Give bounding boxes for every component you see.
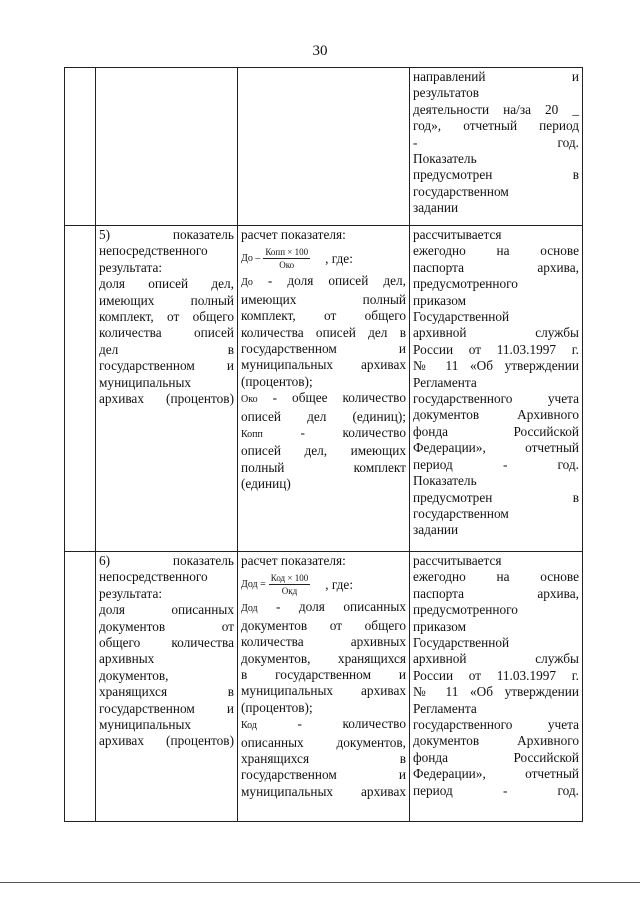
explanation-text: полный комплект xyxy=(241,459,406,475)
text-line: государственном xyxy=(413,183,509,199)
text-line: паспорта архива, xyxy=(413,585,579,601)
formula-lhs: Дод = xyxy=(241,578,266,590)
formula xyxy=(241,247,406,270)
text-line: Показатель xyxy=(413,473,477,489)
explanation-text: количества архивных xyxy=(241,634,406,650)
text-line: непосредственного xyxy=(99,243,208,259)
table-row-continuation xyxy=(65,68,583,226)
explanation-text: хранящихся в xyxy=(241,751,406,767)
text-line: документов Архивного xyxy=(413,407,579,423)
text-line: рассчитывается xyxy=(413,553,502,568)
formula-numerator: Копп × 100 xyxy=(265,247,309,258)
text-line: имеющих полный xyxy=(99,292,234,308)
explanation-line xyxy=(241,443,406,459)
table-row-indicator-6 xyxy=(65,552,583,822)
explanation-text: описанных документов, xyxy=(241,734,406,750)
text-line: архивных xyxy=(99,651,155,667)
text-line: предусмотрен в xyxy=(413,489,579,505)
formula-heading: расчет показателя: xyxy=(241,553,346,568)
cell-indicator xyxy=(96,226,238,552)
text-line: муниципальных xyxy=(99,374,192,390)
explanation-text: количества описей дел в xyxy=(241,324,406,340)
text-line: государственного учета xyxy=(413,717,579,733)
explanation-line xyxy=(241,751,406,767)
text-line: задании xyxy=(413,200,459,216)
text-line: документов Архивного xyxy=(413,733,579,749)
text-line: количества описей xyxy=(99,325,234,341)
explanation-line xyxy=(241,700,406,716)
explanation-line xyxy=(241,667,406,683)
text-line: непосредственного xyxy=(99,569,208,585)
text-line: результатов xyxy=(413,85,480,101)
cell-indicator xyxy=(96,552,238,822)
cell-source xyxy=(410,226,583,552)
explanation-line xyxy=(241,476,406,492)
text-line: предусмотрен в xyxy=(413,167,579,183)
text-line: документов от xyxy=(99,618,234,634)
cell-formula xyxy=(238,68,410,226)
text-line: период - год. xyxy=(413,456,579,472)
explanation-line xyxy=(241,767,406,783)
explanation-line xyxy=(241,409,406,425)
explanation-text: муниципальных архивах xyxy=(241,357,406,373)
text-line: ежегодно на основе xyxy=(413,569,579,585)
text-line: муниципальных xyxy=(99,717,192,733)
text-line: Федерации», отчетный xyxy=(413,766,579,782)
text-line: деятельности на/за 20 _ xyxy=(413,101,579,117)
indicators-table xyxy=(64,67,583,822)
variable-symbol: Дод xyxy=(241,603,258,615)
explanation-line xyxy=(241,716,406,734)
text-line: результата: xyxy=(99,585,163,601)
cell-source xyxy=(410,552,583,822)
text-line: архивах (процентов) xyxy=(99,391,234,407)
formula-explanation xyxy=(241,273,406,492)
text-line: период - год. xyxy=(413,782,579,798)
text-line: архивной службы xyxy=(413,325,579,341)
text-line: государственном xyxy=(413,505,509,521)
text-line: государственном и xyxy=(99,700,234,716)
formula-fraction xyxy=(269,573,310,596)
page-number: 30 xyxy=(312,43,328,59)
text-line: архивах (процентов) xyxy=(99,733,234,749)
cell-formula xyxy=(238,226,410,552)
text-line: России от 11.03.1997 г. xyxy=(413,341,579,357)
explanation-line xyxy=(241,325,406,341)
explanation-line xyxy=(241,357,406,373)
explanation-text: (процентов); xyxy=(241,699,313,715)
text-line: государственном и xyxy=(99,358,234,374)
explanation-line xyxy=(241,634,406,650)
explanation-line xyxy=(241,460,406,476)
text-line: России от 11.03.1997 г. xyxy=(413,667,579,683)
explanation-line xyxy=(241,273,406,291)
text-line: архивной службы xyxy=(413,651,579,667)
cell-formula xyxy=(238,552,410,822)
text-line: задании xyxy=(413,522,459,538)
text-line: паспорта архива, xyxy=(413,259,579,275)
explanation-line xyxy=(241,425,406,443)
bottom-rule xyxy=(0,882,640,883)
explanation-line xyxy=(241,390,406,408)
variable-symbol: Око xyxy=(241,394,258,406)
explanation-text: муниципальных архивах xyxy=(241,683,406,699)
explanation-text: имеющих полный xyxy=(241,291,406,307)
explanation-text: государственном и xyxy=(241,341,406,357)
explanation-text: (процентов); xyxy=(241,373,313,389)
text-line: Показатель xyxy=(413,151,477,167)
explanation-text: - количество xyxy=(256,716,406,732)
explanation-text: - количество xyxy=(262,425,406,441)
explanation-line xyxy=(241,341,406,357)
explanation-line xyxy=(241,308,406,324)
explanation-line xyxy=(241,374,406,390)
cell-number xyxy=(65,68,96,226)
text-line: год», отчетный период xyxy=(413,118,579,134)
text-line: предусмотренного xyxy=(413,276,518,292)
formula-explanation xyxy=(241,599,406,800)
explanation-line xyxy=(241,292,406,308)
cell-number xyxy=(65,552,96,822)
explanation-line xyxy=(241,599,406,617)
text-line: № 11 «Об утверждении xyxy=(413,358,579,374)
explanation-text: документов от общего xyxy=(241,617,406,633)
variable-symbol: Код xyxy=(241,720,257,732)
cell-number xyxy=(65,226,96,552)
text-line: доля описей дел, xyxy=(99,276,234,292)
cell-indicator xyxy=(96,68,238,226)
text-line: Государственной xyxy=(413,635,510,651)
formula-where: , где: xyxy=(325,576,354,592)
text-line: Регламента xyxy=(413,374,477,390)
text-line: результата: xyxy=(99,259,163,275)
formula-heading: расчет показателя: xyxy=(241,227,346,242)
text-line: документов, xyxy=(99,667,169,683)
explanation-text: - доля описанных xyxy=(257,599,406,615)
formula-lhs: До – xyxy=(241,252,261,264)
text-line: приказом xyxy=(413,292,467,308)
table-row-indicator-5 xyxy=(65,226,583,552)
cell-source xyxy=(410,68,583,226)
explanation-line xyxy=(241,651,406,667)
formula xyxy=(241,573,406,596)
text-line: - год. xyxy=(413,134,579,150)
text-line: приказом xyxy=(413,618,467,634)
text-line: государственного учета xyxy=(413,391,579,407)
formula-denominator: Окд xyxy=(281,586,298,597)
explanation-text: (единиц) xyxy=(241,476,291,492)
formula-numerator: Код × 100 xyxy=(270,573,309,584)
explanation-text: муниципальных архивах xyxy=(241,783,406,799)
explanation-line xyxy=(241,735,406,751)
text-line: Федерации», отчетный xyxy=(413,440,579,456)
explanation-line xyxy=(241,784,406,800)
explanation-line xyxy=(241,618,406,634)
explanation-text: государственном и xyxy=(241,767,406,783)
text-line: дел в xyxy=(99,341,234,357)
formula-denominator: Око xyxy=(279,260,295,271)
text-line: хранящихся в xyxy=(99,684,234,700)
text-line: рассчитывается xyxy=(413,227,502,242)
text-line: комплект, от общего xyxy=(99,309,234,325)
explanation-text: описей дел (единиц); xyxy=(241,408,406,424)
explanation-text: комплект, от общего xyxy=(241,308,406,324)
text-line: № 11 «Об утверждении xyxy=(413,684,579,700)
explanation-text: - доля описей дел, xyxy=(252,273,406,289)
explanation-text: в государственном и xyxy=(241,667,406,683)
text-line: направлений и xyxy=(413,69,579,84)
text-line: 5) показатель xyxy=(99,227,234,242)
text-line: фонда Российской xyxy=(413,423,579,439)
variable-symbol: Копп xyxy=(241,429,263,441)
text-line: предусмотренного xyxy=(413,602,518,618)
text-line: ежегодно на основе xyxy=(413,243,579,259)
formula-where: , где: xyxy=(325,250,353,266)
explanation-text: - общее количество xyxy=(257,390,406,406)
text-line: доля описанных xyxy=(99,602,234,618)
text-line: Регламента xyxy=(413,700,477,716)
formula-fraction xyxy=(263,247,310,270)
explanation-line xyxy=(241,683,406,699)
explanation-text: описей дел, имеющих xyxy=(241,443,406,459)
text-line: Государственной xyxy=(413,309,510,325)
text-line: общего количества xyxy=(99,635,234,651)
text-line: 6) показатель xyxy=(99,553,234,568)
text-line: фонда Российской xyxy=(413,749,579,765)
variable-symbol: До xyxy=(241,277,253,289)
explanation-text: документов, хранящихся xyxy=(241,650,406,666)
